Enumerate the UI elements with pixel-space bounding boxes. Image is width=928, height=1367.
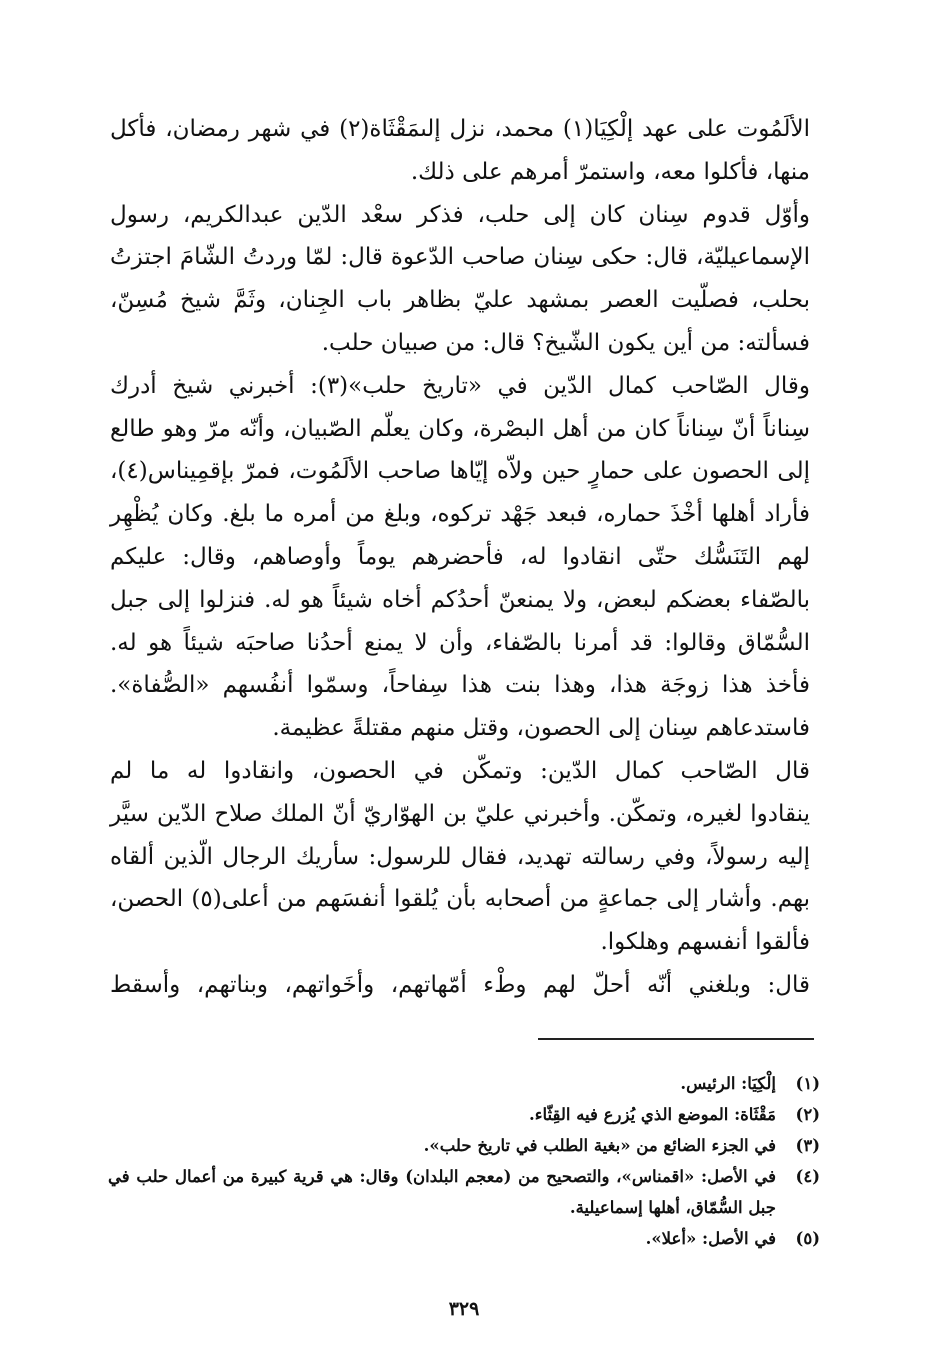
footnote-text: في الجزء الضائع من «بغية الطلب في تاريخ حلب». [423,1136,776,1155]
footnote [108,1130,820,1161]
main-text [110,108,810,1007]
text-line: فألقوا أنفسهم وهلكوا. [600,929,810,956]
text-line: فاستدعاهم سِنان إلى الحصون، وقتل منهم مقتلةً عظيمة. [272,715,810,742]
text-line: قال: وبلغني أنّه أحلّ لهم وطْء أمّهاتهم، وأخَواتهم، وبناتهم، وأسقط [110,971,810,998]
footnote [108,1161,820,1223]
text-line: لهم التَنَسُّك حتّى انقادوا له، فأحضرهم يوماً وأوصاهم، وقال: عليكم [110,543,810,570]
text-line: السُّمّاق وقالوا: قد أمرنا بالصّفاء، وأن لا يمنع أحدُنا صاحبَه شيئاً هو له. [110,629,810,656]
footnote-text: إلْكِيَا: الرئيس. [680,1074,776,1093]
text-line: فأخذ هذا زوجَة هذا، وهذا بنت هذا سِفاحاً، وسمّوا أنفُسهم «الصُّفاة». [110,672,810,699]
footnote [108,1223,820,1254]
text-line: قال الصّاحب كمال الدّين: وتمكّن في الحصون، وانقادوا له ما لم [110,757,810,784]
text-line: وقال الصّاحب كمال الدّين في «تاريخ حلب»(٣): أخبرني شيخ أدرك [110,372,810,399]
text-line: وأوّل قدوم سِنان كان إلى حلب، فذكر سعْد الدّين عبدالكريم، رسول [110,201,810,228]
page-number: ٣٢٩ [448,1298,480,1320]
footnotes [108,1068,820,1254]
text-line: فسألته: من أين يكون الشّيخ؟ قال: من صبيان حلب. [321,329,810,356]
footnote-number: (١) [795,1074,820,1093]
footnote [108,1068,820,1099]
footnote-number: (٤) [795,1167,820,1186]
text-line: فأراد أهلها أخْذَ حماره، فبعد جَهْد تركوه، وبلغ من أمره ما بلغ. وكان يُظْهِر [110,501,810,528]
footnote [108,1099,820,1130]
footnote-text: في الأصل: «اقمناس»، والتصحيح من (معجم البلدان) وقال: هي قرية كبيرة من أعمال حلب في جبل السُّمّاق، أهلها إسماعيلية. [108,1167,776,1217]
text-line: بحلب، فصلّيت العصر بمشهد عليّ بظاهر باب الجِنان، وثَمَّ شيخ مُسِنّ، [110,287,810,314]
text-line: بالصّفاء بعضكم لبعض، ولا يمنعنّ أحدُكم أخاه شيئاً هو له. فنزلوا إلى جبل [110,586,810,613]
footnote-divider [538,1038,814,1040]
text-line: الإسماعيليّة، قال: حكى سِنان صاحب الدّعوة قال: لمّا وردتُ الشّامَ اجتزتُ [110,244,811,271]
text-line: ينقادوا لغيره، وتمكّن. وأخبرني عليّ بن الهوّاريّ أنّ الملك صلاح الدّين سيَّر [110,800,810,827]
text-line: بهم. وأشار إلى جماعةٍ من أصحابه بأن يُلقوا أنفسَهم من أعلى(٥) الحصن، [110,886,811,913]
footnote-text: مَقْثَاة: الموضع الذي يُزرع فيه القِثّاء. [529,1105,776,1124]
text-line: إلى الحصون على حمارٍ حين ولاّه إيّاها صاحب الألَمُوت، فمرّ بإقمِيناس(٤)، [110,458,810,485]
text-line: إليه رسولاً، وفي رسالته تهديد، فقال للرسول: سأريك الرجال الّذين ألقاه [110,843,810,870]
footnote-number: (٢) [795,1105,820,1124]
text-line: الألَمُوت على عهد إلْكِيَا(١) محمد، نزل إلىمَقْثَاة(٢) في شهر رمضان، فأكل [110,116,810,142]
footnote-number: (٥) [795,1229,820,1248]
text-line: منها، فأكلوا معه، واستمرّ أمرهم على ذلك. [410,158,810,185]
footnote-text: في الأصل: «أعلا». [645,1229,776,1248]
text-line: سِناناً أنّ سِناناً كان من أهل البصْرة، وكان يعلّم الصّبيان، وأنّه مرّ وهو طالع [110,415,810,442]
footnote-number: (٣) [795,1136,820,1155]
